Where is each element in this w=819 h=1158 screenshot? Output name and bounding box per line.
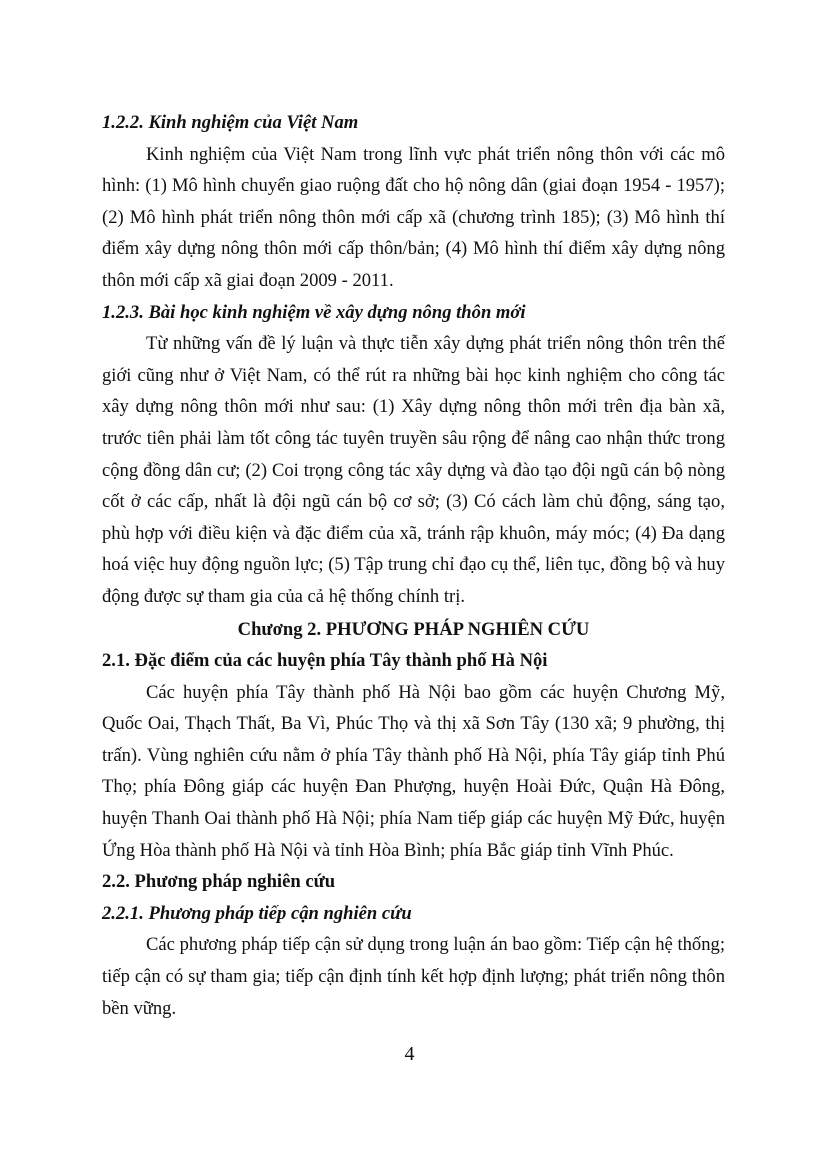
page-number: 4 (404, 1043, 415, 1065)
chapter-2-heading: Chương 2. PHƯƠNG PHÁP NGHIÊN CỨU (237, 618, 590, 640)
section-1-2-2-heading: 1.2.2. Kinh nghiệm của Việt Nam (102, 112, 359, 133)
section-2-2-1-heading: 2.2.1. Phương pháp tiếp cận nghiên cứu (102, 902, 412, 924)
section-1-2-2-paragraph: Kinh nghiệm của Việt Nam trong lĩnh vực phát triển nông thôn với các mô hình: (1) Mô hình chuyển giao ruộng đất cho hộ nông dân (giai đoạn 1954 - 1957); (2) Mô hình phát triển nông thôn mới cấp xã (chương trình 185); (3) Mô hình thí điểm xây dựng nông thôn mới cấp thôn/bản; (4) Mô hình thí điểm xây dựng nông thôn mới cấp xã giai đoạn 2009 - 2011. (102, 143, 725, 291)
section-1-2-3-heading: 1.2.3. Bài học kinh nghiệm về xây dựng nông thôn mới (102, 301, 526, 323)
section-2-1-heading: 2.1. Đặc điểm của các huyện phía Tây thành phố Hà Nội (102, 650, 548, 672)
document-page (102, 107, 725, 1024)
section-2-1-paragraph: Các huyện phía Tây thành phố Hà Nội bao gồm các huyện Chương Mỹ, Quốc Oai, Thạch Thất, Ba Vì, Phúc Thọ và thị xã Sơn Tây (130 xã; 9 phường, thị trấn). Vùng nghiên cứu nằm ở phía Tây thành phố Hà Nội, phía Tây giáp tỉnh Phú Thọ; phía Đông giáp các huyện Đan Phượng, huyện Hoài Đức, Quận Hà Đông, huyện Thanh Oai thành phố Hà Nội; phía Nam tiếp giáp các huyện Mỹ Đức, huyện Ứng Hòa thành phố Hà Nội và tỉnh Hòa Bình; phía Bắc giáp tỉnh Vĩnh Phúc. (102, 681, 725, 861)
section-2-2-heading: 2.2. Phương pháp nghiên cứu (102, 871, 336, 893)
section-2-2-1-paragraph: Các phương pháp tiếp cận sử dụng trong luận án bao gồm: Tiếp cận hệ thống; tiếp cận có sự tham gia; tiếp cận định tính kết hợp định lượng; phát triển nông thôn bền vững. (102, 934, 725, 1019)
section-1-2-3-paragraph: Từ những vấn đề lý luận và thực tiễn xây dựng phát triển nông thôn trên thế giới cũng như ở Việt Nam, có thể rút ra những bài học kinh nghiệm cho công tác xây dựng nông thôn mới như sau: (1) Xây dựng nông thôn mới trên địa bàn xã, trước tiên phải làm tốt công tác tuyên truyền sâu rộng để nâng cao nhận thức trong cộng đồng dân cư; (2) Coi trọng công tác xây dựng và đào tạo đội ngũ cán bộ nòng cốt ở các cấp, nhất là đội ngũ cán bộ cơ sở; (3) Có cách làm chủ động, sáng tạo, phù hợp với điều kiện và đặc điểm của xã, tránh rập khuôn, máy móc; (4) Đa dạng hoá việc huy động nguồn lực; (5) Tập trung chỉ đạo cụ thể, liên tục, đồng bộ và huy động được sự tham gia của cả hệ thống chính trị. (102, 333, 725, 607)
